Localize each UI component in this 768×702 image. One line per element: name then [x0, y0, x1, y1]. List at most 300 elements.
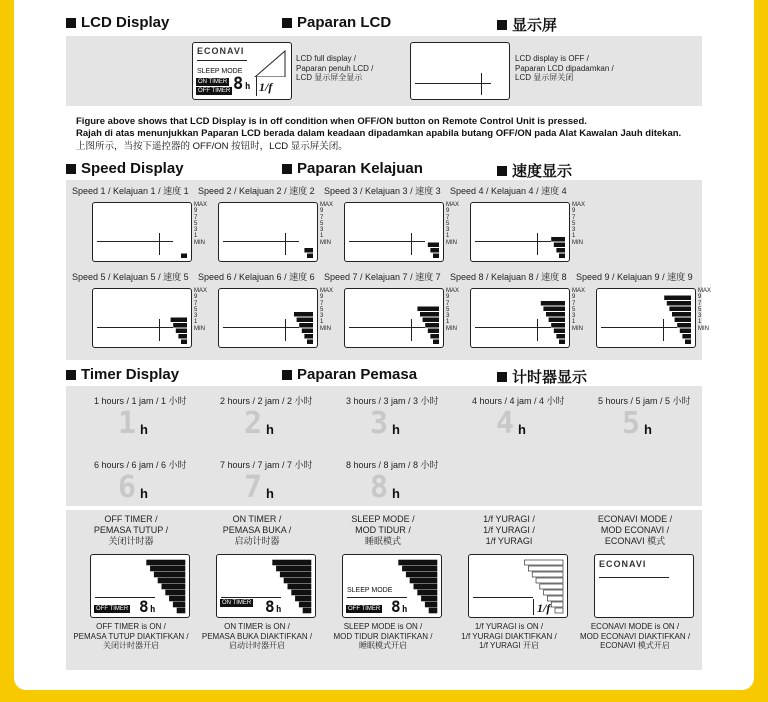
scale-tick: 5	[446, 306, 450, 313]
timer-label: 8 hours / 8 jam / 8 小时	[346, 460, 439, 470]
scale-tick: 9	[194, 208, 198, 215]
mode-status-line: PEMASA BUKA DIAKTIFKAN /	[201, 631, 313, 641]
speed-bars-icon	[537, 207, 567, 259]
speed-bar	[546, 312, 565, 317]
bullet-square-icon	[497, 20, 507, 30]
bullet-square-icon	[282, 164, 292, 174]
scale-tick: MAX	[572, 288, 586, 294]
mode-title-line: OFF TIMER /	[104, 514, 158, 524]
speed-bar	[171, 318, 187, 323]
scale-tick: 5	[320, 220, 324, 227]
mode-panel	[66, 510, 702, 670]
scale-tick: MAX	[446, 202, 460, 208]
mode-title-line: PEMASA BUKA /	[222, 525, 292, 535]
lcd-off-description: LCD display is OFF / Paparan LCD dipadamkan / LCD 显示屏关闭	[515, 54, 614, 82]
scale-tick: 3	[572, 313, 576, 320]
mode-lcd	[90, 554, 190, 618]
speed-lcd	[92, 202, 192, 262]
speed-bars-icon	[411, 293, 441, 345]
timer-digit: 1	[118, 406, 137, 441]
mode-status-line: PEMASA TUTUP DIAKTIFKAN /	[73, 631, 189, 641]
section-header-timer-ms: Paparan Pemasa	[282, 366, 417, 383]
speed-bar	[294, 312, 313, 317]
bullet-square-icon	[497, 372, 507, 382]
timer-panel	[66, 386, 702, 506]
mode-title	[196, 514, 318, 547]
speed-bar	[420, 312, 439, 317]
mode-title-line: ON TIMER /	[232, 514, 282, 524]
speed-bar	[551, 602, 563, 607]
speed-scale	[446, 288, 459, 332]
speed-bar	[429, 608, 437, 613]
speed-bar	[166, 590, 185, 595]
timer-unit: h	[392, 486, 400, 501]
speed-bar	[549, 318, 565, 323]
mode-status-line: SLEEP MODE is ON /	[343, 622, 423, 631]
speed-label: Speed 7 / Kelajuan 7 / 速度 7	[324, 272, 441, 282]
speed-bar	[428, 243, 439, 248]
mode-title-line: ECONAVI 模式	[604, 536, 666, 546]
scale-tick: 1	[194, 319, 198, 326]
mode-title-line: 1/f YURAGI	[485, 536, 533, 546]
lcd-separator	[256, 76, 257, 96]
scale-tick: 9	[320, 208, 324, 215]
timer-label: 5 hours / 5 jam / 5 小时	[598, 396, 691, 406]
mode-status	[446, 622, 572, 651]
mode-title-line: SLEEP MODE /	[351, 514, 415, 524]
scale-tick: MAX	[446, 288, 460, 294]
scale-tick: 5	[194, 306, 198, 313]
timer-label: 4 hours / 4 jam / 4 小时	[472, 396, 565, 406]
timer-unit: h	[392, 422, 400, 437]
speed-bar	[669, 307, 691, 312]
scale-tick: MAX	[194, 288, 208, 294]
mode-title-line: 关闭计时器	[108, 536, 154, 546]
speed-bar	[430, 334, 439, 339]
bullet-square-icon	[66, 164, 76, 174]
speed-bar	[425, 323, 439, 328]
scale-tick: 7	[194, 300, 198, 307]
scale-tick: 5	[698, 306, 702, 313]
speed-bar	[181, 340, 187, 345]
section-header-timer-zh: 计时器显示	[497, 366, 587, 387]
scale-tick: 9	[572, 294, 576, 301]
scale-tick: 5	[320, 306, 324, 313]
scale-tick: 9	[698, 294, 702, 301]
speed-scale	[194, 202, 207, 246]
speed-scale	[320, 202, 333, 246]
scale-tick: 3	[572, 227, 576, 234]
timer-digit: 8	[391, 597, 401, 616]
lcd-off-display	[410, 42, 510, 100]
speed-label: Speed 5 / Kelajuan 5 / 速度 5	[72, 272, 189, 282]
scale-tick: 3	[320, 313, 324, 320]
speed-bar	[428, 329, 439, 334]
scale-tick: 5	[446, 220, 450, 227]
timer-digit: 6	[118, 470, 137, 505]
lcd-separator	[533, 599, 534, 615]
off-timer-badge: OFF TIMER	[96, 606, 129, 612]
mode-status-line: MOD ECONAVI DIAKTIFKAN /	[579, 631, 691, 641]
speed-bar	[150, 566, 185, 571]
scale-tick: MIN	[320, 325, 331, 332]
yuragi-label: 1/f	[537, 601, 551, 615]
mode-status-line: ON TIMER is ON /	[224, 622, 290, 631]
scale-tick: 3	[446, 227, 450, 234]
scale-tick: 1	[320, 319, 324, 326]
timer-label: 6 hours / 6 jam / 6 小时	[94, 460, 187, 470]
scale-tick: 7	[320, 214, 324, 221]
section-header-speed-ms: Paparan Kelajuan	[282, 160, 423, 177]
scale-tick: MAX	[698, 288, 712, 294]
section-header-speed-en: Speed Display	[66, 160, 184, 177]
timer-digit: 8	[139, 597, 149, 616]
speed-panel	[66, 180, 712, 360]
speed-bar	[685, 340, 691, 345]
speed-lcd	[92, 288, 192, 348]
speed-bar	[154, 572, 185, 577]
scale-tick: 1	[572, 319, 576, 326]
scale-tick: 1	[698, 319, 702, 326]
timer-digit: 5	[622, 406, 641, 441]
speed-scale	[572, 288, 585, 332]
timer-unit: h	[140, 486, 148, 501]
speed-scale	[446, 202, 459, 246]
timer-digit: 7	[244, 470, 263, 505]
timer-digit: 8	[233, 74, 244, 94]
scale-tick: MAX	[320, 202, 334, 208]
mode-title-line: 1/f YURAGI /	[483, 514, 535, 524]
speed-bar	[173, 323, 187, 328]
speed-bars-icon	[285, 293, 315, 345]
manual-page	[14, 0, 754, 690]
speed-label: Speed 4 / Kelajuan 4 / 速度 4	[450, 186, 567, 196]
scale-tick: MAX	[194, 202, 208, 208]
scale-tick: 9	[446, 208, 450, 215]
speed-bar	[536, 578, 563, 583]
speed-label: Speed 9 / Kelajuan 9 / 速度 9	[576, 272, 693, 282]
lcd-divider	[599, 577, 669, 578]
speed-bar	[677, 323, 691, 328]
mode-title-line: 睡眠模式	[364, 536, 401, 546]
scale-tick: MIN	[320, 239, 331, 246]
timer-label: 7 hours / 7 jam / 7 小时	[220, 460, 313, 470]
mode-status	[572, 622, 698, 651]
scale-tick: MIN	[194, 325, 205, 332]
speed-bar	[551, 237, 565, 242]
speed-bar	[295, 596, 311, 601]
mode-status-line: 睡眠模式开启	[359, 641, 407, 650]
bullet-square-icon	[497, 166, 507, 176]
mode-lcd	[216, 554, 316, 618]
scale-tick: MIN	[446, 239, 457, 246]
timer-label: 2 hours / 2 jam / 2 小时	[220, 396, 313, 406]
speed-bar	[559, 340, 565, 345]
scale-tick: 1	[446, 233, 450, 240]
scale-tick: 9	[446, 294, 450, 301]
scale-tick: 7	[194, 214, 198, 221]
speed-label: Speed 3 / Kelajuan 3 / 速度 3	[324, 186, 441, 196]
scale-tick: 1	[320, 233, 324, 240]
mode-title	[574, 514, 696, 547]
lcd-full-display	[192, 42, 292, 100]
timer-digit: 8	[265, 597, 275, 616]
speed-bar	[178, 334, 187, 339]
speed-bars-icon	[537, 293, 567, 345]
speed-bar	[302, 329, 313, 334]
timer-label: 3 hours / 3 jam / 3 小时	[346, 396, 439, 406]
speed-bar	[402, 566, 437, 571]
section-header-timer-en: Timer Display	[66, 366, 179, 383]
mode-title-line: PEMASA TUTUP /	[93, 525, 169, 535]
scale-tick: 9	[320, 294, 324, 301]
bullet-square-icon	[282, 370, 292, 380]
speed-bar	[532, 572, 563, 577]
speed-bar	[162, 584, 185, 589]
mode-lcd	[594, 554, 694, 618]
scale-tick: 7	[446, 214, 450, 221]
speed-bar	[556, 248, 565, 253]
speed-bar	[541, 301, 565, 306]
speed-label: Speed 8 / Kelajuan 8 / 速度 8	[450, 272, 567, 282]
section-header-lcd-ms: Paparan LCD	[282, 14, 391, 31]
lcd-divider	[415, 83, 491, 84]
speed-bar	[417, 307, 439, 312]
timer-unit: h	[150, 605, 156, 615]
lcd-full-description: LCD full display / Paparan penuh LCD / LCD 显示屏全显示	[296, 54, 374, 82]
speed-bar	[307, 254, 313, 259]
speed-scale	[698, 288, 711, 332]
speed-bar	[664, 296, 691, 301]
scale-tick: 3	[698, 313, 702, 320]
scale-tick: MIN	[698, 325, 709, 332]
note-line-zh: 上图所示，当按下遥控器的 OFF/ON 按钮时，LCD 显示屏关闭。	[76, 141, 348, 152]
mode-status	[194, 622, 320, 651]
scale-tick: 5	[572, 220, 576, 227]
mode-title-line: MOD TIDUR /	[355, 525, 411, 535]
scale-tick: 3	[194, 227, 198, 234]
timer-unit: h	[644, 422, 652, 437]
mode-status-line: 1/f YURAGI 开启	[479, 641, 539, 650]
scale-tick: 9	[194, 294, 198, 301]
speed-bar	[273, 560, 311, 565]
speed-lcd	[470, 202, 570, 262]
scale-tick: MIN	[572, 325, 583, 332]
scale-tick: MAX	[320, 288, 334, 294]
sleep-mode-label: SLEEP MODE	[197, 68, 243, 75]
speed-bars-icon	[663, 293, 693, 345]
speed-bar	[555, 608, 563, 613]
scale-tick: 7	[572, 214, 576, 221]
speed-bar	[675, 318, 691, 323]
speed-bar	[544, 590, 563, 595]
speed-bar	[680, 329, 691, 334]
speed-lcd	[470, 288, 570, 348]
scale-tick: MIN	[194, 239, 205, 246]
speed-bar	[292, 590, 311, 595]
note-line-ms: Rajah di atas menunjukkan Paparan LCD berada dalam keadaan dipadamkan apabila butang OFF/ON pada Alat Kawalan Jauh ditekan.	[76, 128, 682, 139]
lcd-separator	[481, 73, 482, 95]
speed-bar	[173, 602, 185, 607]
scale-tick: 1	[194, 233, 198, 240]
mode-status-line: OFF TIMER is ON /	[96, 622, 166, 631]
timer-unit: h	[266, 486, 274, 501]
speed-bar	[399, 560, 437, 565]
speed-bar	[303, 608, 311, 613]
mode-lcd	[468, 554, 568, 618]
speed-bar	[554, 243, 565, 248]
econavi-logo: ECONAVI	[599, 559, 647, 569]
speed-lcd	[218, 288, 318, 348]
mode-status-line: 1/f YURAGI is ON /	[474, 622, 544, 631]
speed-bars-icon	[411, 207, 441, 259]
speed-bar	[559, 254, 565, 259]
section-header-lcd-zh: 显示屏	[497, 14, 557, 35]
speed-bar	[528, 566, 563, 571]
mode-status-line: 启动计时器开启	[229, 641, 285, 650]
speed-bar	[297, 318, 313, 323]
scale-tick: 7	[320, 300, 324, 307]
speed-bar	[672, 312, 691, 317]
timer-label: 1 hours / 1 jam / 1 小时	[94, 396, 187, 406]
speed-lcd	[344, 202, 444, 262]
speed-bar	[181, 254, 187, 259]
speed-label: Speed 2 / Kelajuan 2 / 速度 2	[198, 186, 315, 196]
speed-bar	[540, 584, 563, 589]
timer-unit: h	[518, 422, 526, 437]
lcd-panel	[66, 36, 702, 106]
speed-bar	[288, 584, 311, 589]
bullet-square-icon	[66, 18, 76, 28]
mode-title	[322, 514, 444, 547]
lcd-divider	[197, 60, 247, 61]
speed-bar	[543, 307, 565, 312]
scale-tick: MIN	[572, 239, 583, 246]
mode-title	[70, 514, 192, 547]
mode-status-line: ECONAVI MODE is ON /	[590, 622, 680, 631]
section-header-speed-zh: 速度显示	[497, 160, 572, 181]
speed-bar	[423, 318, 439, 323]
mode-lcd	[342, 554, 442, 618]
mode-title-line: 启动计时器	[234, 536, 280, 546]
speed-bar	[551, 323, 565, 328]
scale-tick: 1	[446, 319, 450, 326]
scale-tick: 7	[446, 300, 450, 307]
scale-tick: 3	[446, 313, 450, 320]
note-line-en: Figure above shows that LCD Display is in off condition when OFF/ON button on Remote Control Unit is pressed.	[76, 116, 587, 127]
speed-lcd	[344, 288, 444, 348]
speed-bar	[158, 578, 185, 583]
scale-tick: 1	[572, 233, 576, 240]
mode-title-line: ECONAVI MODE /	[597, 514, 673, 524]
speed-bar	[430, 248, 439, 253]
speed-bar	[418, 590, 437, 595]
bullet-square-icon	[66, 370, 76, 380]
scale-tick: 7	[698, 300, 702, 307]
scale-tick: 3	[320, 227, 324, 234]
bullet-square-icon	[282, 18, 292, 28]
speed-lcd	[596, 288, 696, 348]
speed-bar	[525, 560, 563, 565]
scale-tick: 9	[572, 208, 576, 215]
mode-title-line: 1/f YURAGI /	[483, 525, 535, 535]
timer-unit: h	[402, 605, 408, 615]
speed-bar	[433, 254, 439, 259]
sleep-mode-label: SLEEP MODE	[347, 587, 393, 594]
speed-bar	[284, 578, 311, 583]
lcd-divider	[473, 597, 533, 598]
speed-bar	[410, 578, 437, 583]
scale-tick: MAX	[572, 202, 586, 208]
speed-bar	[276, 566, 311, 571]
speed-bars-icon	[285, 207, 315, 259]
mode-title-line: MOD ECONAVI /	[600, 525, 670, 535]
scale-tick: 3	[194, 313, 198, 320]
speed-bar	[299, 602, 311, 607]
scale-tick: MIN	[446, 325, 457, 332]
speed-bar	[556, 334, 565, 339]
mode-status	[68, 622, 194, 651]
speed-bar	[169, 596, 185, 601]
scale-tick: 7	[572, 300, 576, 307]
timer-digit: 8	[370, 470, 389, 505]
speed-bar	[421, 596, 437, 601]
speed-bar	[425, 602, 437, 607]
econavi-logo: ECONAVI	[197, 46, 245, 56]
speed-lcd	[218, 202, 318, 262]
timer-unit: h	[276, 605, 282, 615]
timer-digit: 4	[496, 406, 515, 441]
speed-bar	[406, 572, 437, 577]
mode-status	[320, 622, 446, 651]
off-timer-badge: OFF TIMER	[198, 88, 231, 94]
speed-bar	[307, 340, 313, 345]
speed-bar	[304, 248, 313, 253]
timer-unit: h	[266, 422, 274, 437]
timer-unit: h	[140, 422, 148, 437]
fan-speed-bars-icon	[249, 49, 287, 77]
speed-scale	[572, 202, 585, 246]
speed-bar	[147, 560, 185, 565]
speed-bar	[299, 323, 313, 328]
speed-bar	[304, 334, 313, 339]
speed-bars-icon	[159, 293, 189, 345]
mode-status-line: 关闭计时器开启	[103, 641, 159, 650]
speed-bar	[414, 584, 437, 589]
timer-digit: 3	[370, 406, 389, 441]
mode-status-line: MOD TIDUR DIAKTIFKAN /	[333, 631, 433, 641]
on-timer-badge: ON TIMER	[222, 600, 252, 606]
timer-digit: 2	[244, 406, 263, 441]
speed-bar	[177, 608, 185, 613]
speed-label: Speed 6 / Kelajuan 6 / 速度 6	[198, 272, 315, 282]
scale-tick: 5	[194, 220, 198, 227]
off-timer-badge: OFF TIMER	[348, 606, 381, 612]
mode-status-line: 1/f YURAGI DIAKTIFKAN /	[461, 631, 557, 641]
speed-label: Speed 1 / Kelajuan 1 / 速度 1	[72, 186, 189, 196]
speed-bar	[280, 572, 311, 577]
speed-bar	[433, 340, 439, 345]
speed-bar	[554, 329, 565, 334]
on-timer-badge: ON TIMER	[198, 79, 228, 85]
speed-scale	[194, 288, 207, 332]
yuragi-label: 1/f	[259, 80, 273, 94]
timer-unit: h	[245, 82, 251, 92]
speed-bars-icon	[159, 207, 189, 259]
speed-scale	[320, 288, 333, 332]
speed-bar	[682, 334, 691, 339]
section-header-lcd-en: LCD Display	[66, 14, 169, 31]
